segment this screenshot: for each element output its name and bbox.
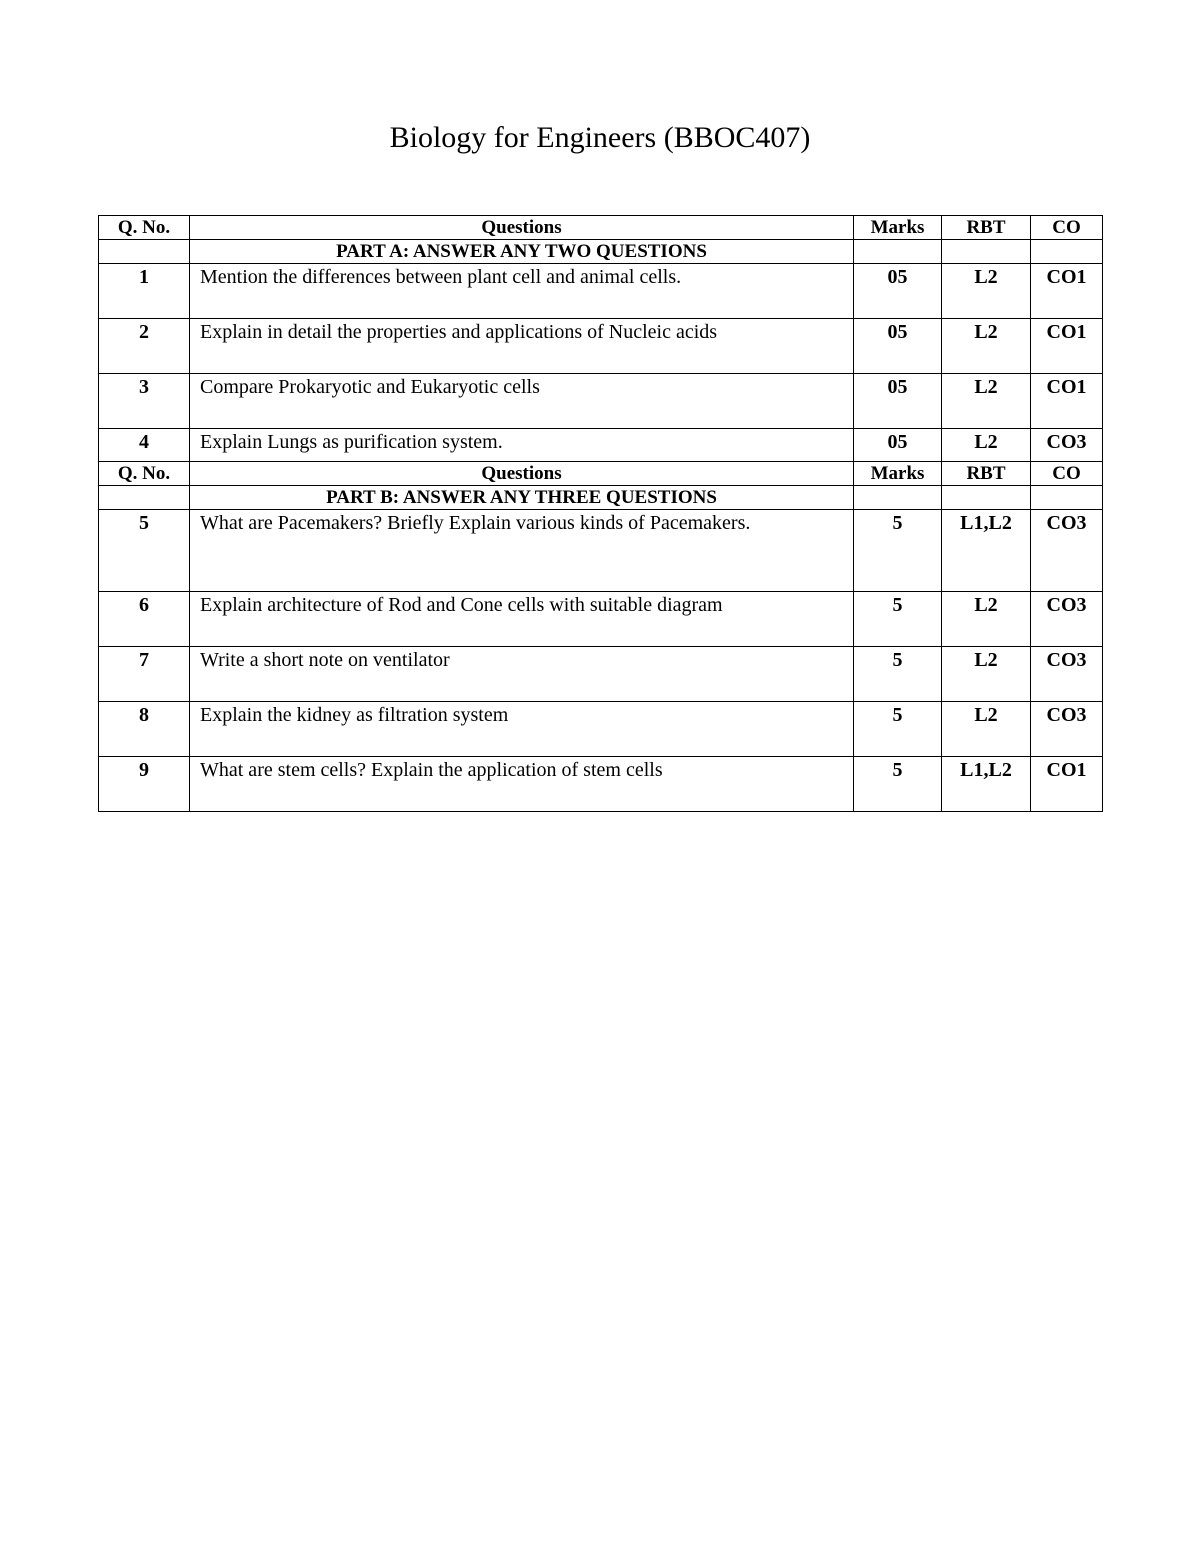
- question-text: Explain the kidney as filtration system: [190, 702, 854, 757]
- question-marks: 05: [854, 264, 942, 319]
- header-marks: Marks: [854, 462, 942, 486]
- question-co: CO3: [1031, 702, 1103, 757]
- question-text: Write a short note on ventilator: [190, 647, 854, 702]
- table-row: [99, 510, 1103, 592]
- question-number: 1: [99, 264, 190, 319]
- part-b-heading-row: [99, 486, 1103, 510]
- question-number: 4: [99, 429, 190, 462]
- table-row: [99, 374, 1103, 429]
- question-number: 9: [99, 757, 190, 812]
- table-row: [99, 592, 1103, 647]
- table-row: [99, 757, 1103, 812]
- page-title: Biology for Engineers (BBOC407): [389, 121, 811, 154]
- question-marks: 5: [854, 592, 942, 647]
- question-rbt: L2: [942, 429, 1031, 462]
- part-a-heading: PART A: ANSWER ANY TWO QUESTIONS: [190, 240, 854, 264]
- question-co: CO1: [1031, 374, 1103, 429]
- header-questions: Questions: [190, 462, 854, 486]
- table-header-row: [99, 462, 1103, 486]
- question-number: 5: [99, 510, 190, 592]
- question-rbt: L2: [942, 702, 1031, 757]
- question-marks: 05: [854, 429, 942, 462]
- question-rbt: L1,L2: [942, 510, 1031, 592]
- question-number: 3: [99, 374, 190, 429]
- question-marks: 5: [854, 757, 942, 812]
- table-row: [99, 264, 1103, 319]
- question-rbt: L2: [942, 264, 1031, 319]
- question-marks: 5: [854, 702, 942, 757]
- header-qno: Q. No.: [99, 216, 190, 240]
- question-number: 2: [99, 319, 190, 374]
- header-co: CO: [1031, 216, 1103, 240]
- table-row: [99, 702, 1103, 757]
- header-co: CO: [1031, 462, 1103, 486]
- question-rbt: L2: [942, 319, 1031, 374]
- question-rbt: L2: [942, 647, 1031, 702]
- table-row: [99, 647, 1103, 702]
- question-co: CO3: [1031, 510, 1103, 592]
- header-questions: Questions: [190, 216, 854, 240]
- question-marks: 5: [854, 510, 942, 592]
- question-co: CO3: [1031, 429, 1103, 462]
- question-co: CO1: [1031, 757, 1103, 812]
- question-text: Mention the differences between plant cell and animal cells.: [190, 264, 854, 319]
- question-number: 6: [99, 592, 190, 647]
- table-header-row: [99, 216, 1103, 240]
- question-marks: 05: [854, 319, 942, 374]
- question-co: CO1: [1031, 319, 1103, 374]
- header-marks: Marks: [854, 216, 942, 240]
- header-rbt: RBT: [942, 216, 1031, 240]
- question-co: CO3: [1031, 647, 1103, 702]
- question-number: 7: [99, 647, 190, 702]
- question-marks: 05: [854, 374, 942, 429]
- part-a-heading-row: [99, 240, 1103, 264]
- header-qno: Q. No.: [99, 462, 190, 486]
- question-rbt: L2: [942, 592, 1031, 647]
- question-text: Explain in detail the properties and applications of Nucleic acids: [190, 319, 854, 374]
- table-row: [99, 429, 1103, 462]
- question-text: Compare Prokaryotic and Eukaryotic cells: [190, 374, 854, 429]
- question-rbt: L1,L2: [942, 757, 1031, 812]
- question-text: What are Pacemakers? Briefly Explain various kinds of Pacemakers.: [190, 510, 854, 592]
- question-table: [98, 215, 1103, 812]
- question-number: 8: [99, 702, 190, 757]
- question-marks: 5: [854, 647, 942, 702]
- part-b-heading: PART B: ANSWER ANY THREE QUESTIONS: [190, 486, 854, 510]
- question-text: What are stem cells? Explain the application of stem cells: [190, 757, 854, 812]
- question-rbt: L2: [942, 374, 1031, 429]
- question-co: CO1: [1031, 264, 1103, 319]
- header-rbt: RBT: [942, 462, 1031, 486]
- question-text: Explain architecture of Rod and Cone cells with suitable diagram: [190, 592, 854, 647]
- question-co: CO3: [1031, 592, 1103, 647]
- question-text: Explain Lungs as purification system.: [190, 429, 854, 462]
- table-row: [99, 319, 1103, 374]
